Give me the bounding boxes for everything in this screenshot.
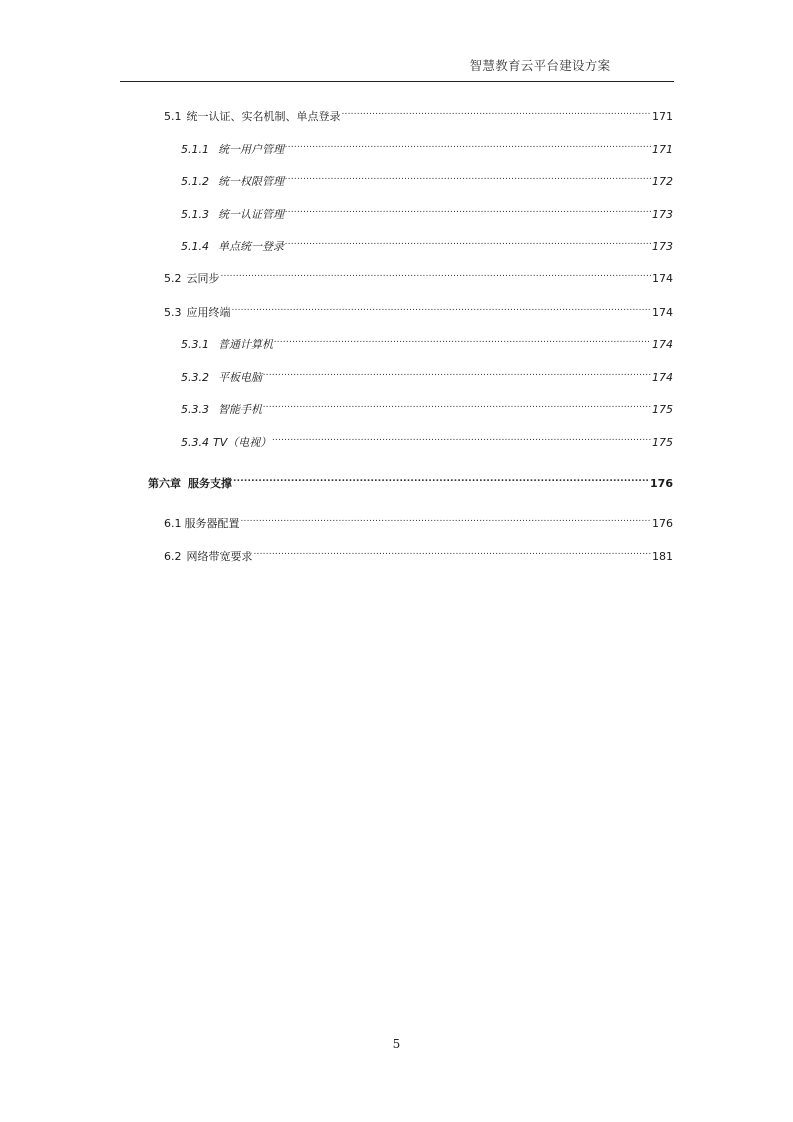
toc-entry-number: 5.3	[164, 306, 182, 319]
toc-entry-5-3-3[interactable]	[181, 399, 673, 416]
toc-entry-number: 5.1.3	[181, 208, 209, 221]
toc-entry-number: 5.3.1	[181, 338, 209, 351]
dot-leader	[285, 139, 651, 153]
toc-entry-page: 174	[652, 306, 673, 319]
toc-entry-page: 175	[652, 403, 673, 416]
dot-leader	[342, 106, 652, 120]
toc-entry-5-3[interactable]	[164, 302, 673, 319]
toc-entry-page: 175	[652, 436, 673, 449]
toc-entry-page: 173	[652, 240, 673, 253]
dot-leader	[254, 546, 652, 560]
toc-entry-title: 单点统一登录	[218, 240, 284, 253]
toc-entry-page: 174	[652, 272, 673, 285]
toc-entry-title: 智能手机	[218, 403, 262, 416]
toc-entry-5-1[interactable]	[164, 106, 673, 123]
toc-entry-title: 应用终端	[186, 306, 231, 319]
toc-entry-page: 181	[652, 550, 673, 563]
toc-entry-page: 176	[652, 517, 673, 530]
toc-entry-chapter-6[interactable]	[148, 473, 673, 490]
dot-leader	[263, 399, 651, 413]
toc-entry-title: 统一用户管理	[218, 143, 284, 156]
toc-entry-number: 5.2	[164, 272, 182, 285]
dot-leader	[285, 236, 651, 250]
toc-entry-5-1-2[interactable]	[181, 171, 673, 188]
toc-entry-title: 统一认证、实名机制、单点登录	[186, 110, 341, 123]
page-number: 5	[392, 1037, 401, 1051]
toc-entry-title: 普通计算机	[218, 338, 273, 351]
toc-entry-5-1-1[interactable]	[181, 139, 673, 156]
dot-leader	[274, 334, 651, 348]
toc-entry-number: 5.1.2	[181, 175, 209, 188]
dot-leader	[232, 302, 652, 316]
toc-entry-5-3-2[interactable]	[181, 367, 673, 384]
toc-entry-page: 176	[650, 477, 673, 490]
toc-entry-title: 服务支撑	[188, 477, 232, 490]
toc-entry-number: 5.1.4	[181, 240, 209, 253]
toc-entry-page: 174	[652, 371, 673, 384]
toc-entry-page: 171	[652, 110, 673, 123]
dot-leader	[241, 513, 652, 527]
toc-entry-5-1-4[interactable]	[181, 236, 673, 253]
dot-leader	[233, 473, 649, 487]
toc-entry-title: 平板电脑	[218, 371, 262, 384]
toc-entry-title: 统一权限管理	[218, 175, 284, 188]
toc-entry-page: 174	[652, 338, 673, 351]
toc-entry-title: 统一认证管理	[218, 208, 284, 221]
toc-entry-number: 5.3.3	[181, 403, 209, 416]
toc-entry-5-3-1[interactable]	[181, 334, 673, 351]
toc-entry-title: TV（电视）	[213, 436, 272, 449]
toc-entry-title: 云同步	[186, 272, 220, 285]
toc-entry-page: 171	[652, 143, 673, 156]
toc-entry-number: 5.3.2	[181, 371, 209, 384]
toc-entry-number: 5.1.1	[181, 143, 209, 156]
dot-leader	[285, 204, 651, 218]
dot-leader	[272, 432, 651, 446]
dot-leader	[285, 171, 651, 185]
dot-leader	[263, 367, 651, 381]
toc-entry-5-3-4[interactable]	[181, 432, 673, 449]
toc-entry-number: 6.1	[164, 517, 182, 530]
toc-entry-5-2[interactable]	[164, 268, 673, 285]
toc-entry-5-1-3[interactable]	[181, 204, 673, 221]
toc-entry-page: 172	[652, 175, 673, 188]
running-header-title: 智慧教育云平台建设方案	[469, 58, 611, 73]
toc-entry-number: 第六章	[148, 477, 181, 490]
toc-entry-title: 服务器配置	[184, 517, 240, 530]
toc-entry-number: 5.3.4	[181, 436, 209, 449]
toc-entry-6-1[interactable]	[164, 513, 673, 530]
dot-leader	[221, 268, 652, 282]
toc-entry-title: 网络带宽要求	[186, 550, 253, 563]
toc-entry-number: 6.2	[164, 550, 182, 563]
toc-entry-number: 5.1	[164, 110, 182, 123]
toc-entry-page: 173	[652, 208, 673, 221]
toc-entry-6-2[interactable]	[164, 546, 673, 563]
